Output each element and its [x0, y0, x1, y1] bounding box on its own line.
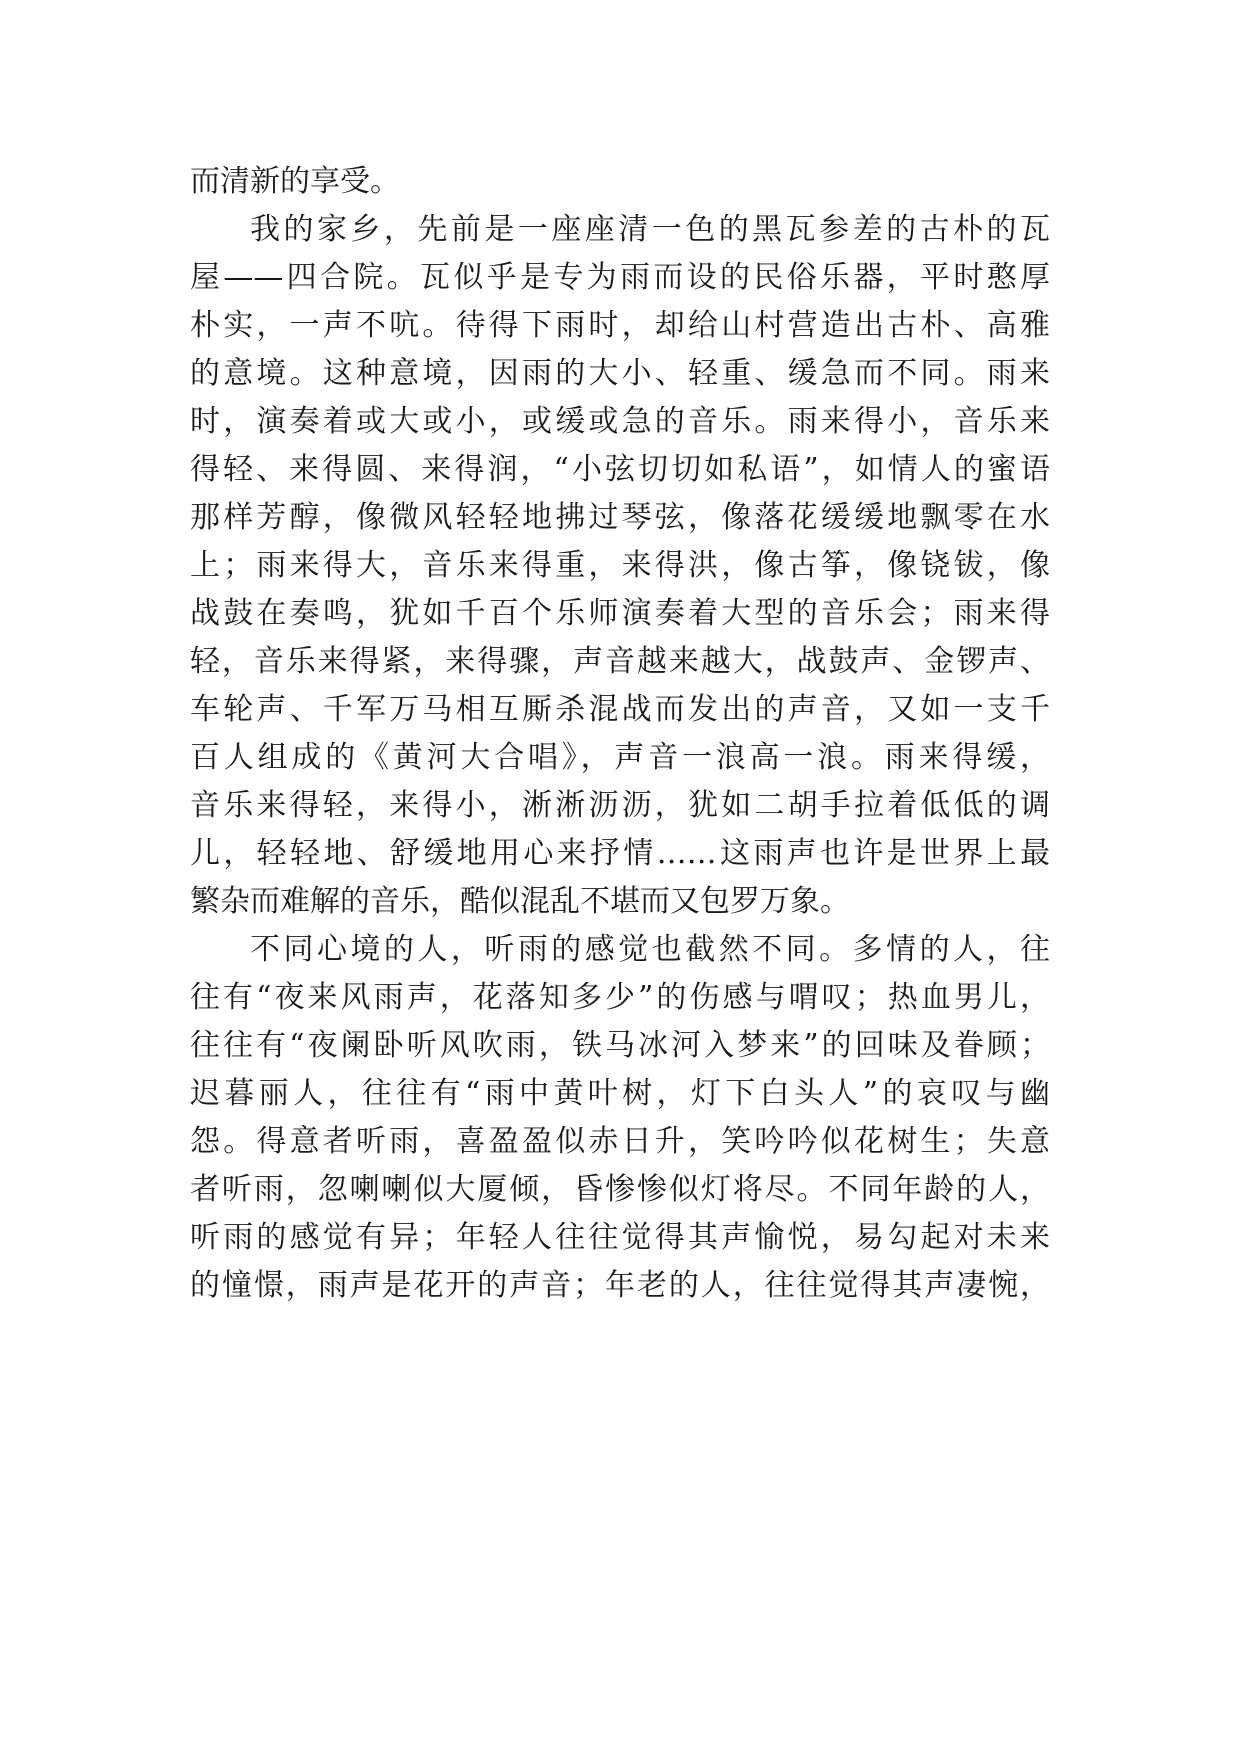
- text-line: 者听雨，忽喇喇似大厦倾，昏惨惨似灯将尽。不同年龄的人，: [190, 1172, 1050, 1207]
- text-line: 屋——四合院。瓦似乎是专为雨而设的民俗乐器，平时憨厚: [190, 260, 1050, 295]
- text-line: 时，演奏着或大或小，或缓或急的音乐。雨来得小，音乐来: [190, 404, 1050, 439]
- text-line: 轻，音乐来得紧，来得骤，声音越来越大，战鼓声、金锣声、: [190, 644, 1050, 679]
- text-line: 我的家乡，先前是一座座清一色的黑瓦参差的古朴的瓦: [250, 212, 1050, 247]
- text-line: 上；雨来得大，音乐来得重，来得洪，像古筝，像铙钹，像: [190, 548, 1050, 583]
- text-line: 那样芳醇，像微风轻轻地拂过琴弦，像落花缓缓地飘零在水: [190, 500, 1050, 535]
- text-line: 的憧憬，雨声是花开的声音；年老的人，往往觉得其声凄惋，: [190, 1268, 1050, 1303]
- text-line: 不同心境的人，听雨的感觉也截然不同。多情的人，往: [250, 932, 1050, 967]
- text-line: 往往有“夜阑卧听风吹雨，铁马冰河入梦来”的回味及眷顾；: [190, 1028, 1050, 1063]
- text-line: 音乐来得轻，来得小，淅淅沥沥，犹如二胡手拉着低低的调: [190, 788, 1050, 823]
- text-line: 百人组成的《黄河大合唱》，声音一浪高一浪。雨来得缓，: [190, 740, 1050, 775]
- text-line: 往有“夜来风雨声，花落知多少”的伤感与喟叹；热血男儿，: [190, 980, 1050, 1015]
- text-line: 战鼓在奏鸣，犹如千百个乐师演奏着大型的音乐会；雨来得: [190, 596, 1050, 631]
- text-line: 朴实，一声不吭。待得下雨时，却给山村营造出古朴、高雅: [190, 308, 1050, 343]
- text-line: 迟暮丽人，往往有“雨中黄叶树，灯下白头人”的哀叹与幽: [190, 1076, 1050, 1111]
- body-text: [190, 158, 1050, 1310]
- text-line: 怨。得意者听雨，喜盈盈似赤日升，笑吟吟似花树生；失意: [190, 1124, 1050, 1159]
- text-line: 而清新的享受。: [190, 164, 400, 199]
- text-line: 繁杂而难解的音乐，酷似混乱不堪而又包罗万象。: [190, 884, 850, 919]
- text-line: 儿，轻轻地、舒缓地用心来抒情……这雨声也许是世界上最: [190, 836, 1050, 871]
- text-line: 的意境。这种意境，因雨的大小、轻重、缓急而不同。雨来: [190, 356, 1050, 391]
- text-line: 听雨的感觉有异；年轻人往往觉得其声愉悦，易勾起对未来: [190, 1220, 1050, 1255]
- text-line: 车轮声、千军万马相互厮杀混战而发出的声音，又如一支千: [190, 692, 1050, 727]
- text-line: 得轻、来得圆、来得润，“小弦切切如私语”，如情人的蜜语: [190, 452, 1050, 487]
